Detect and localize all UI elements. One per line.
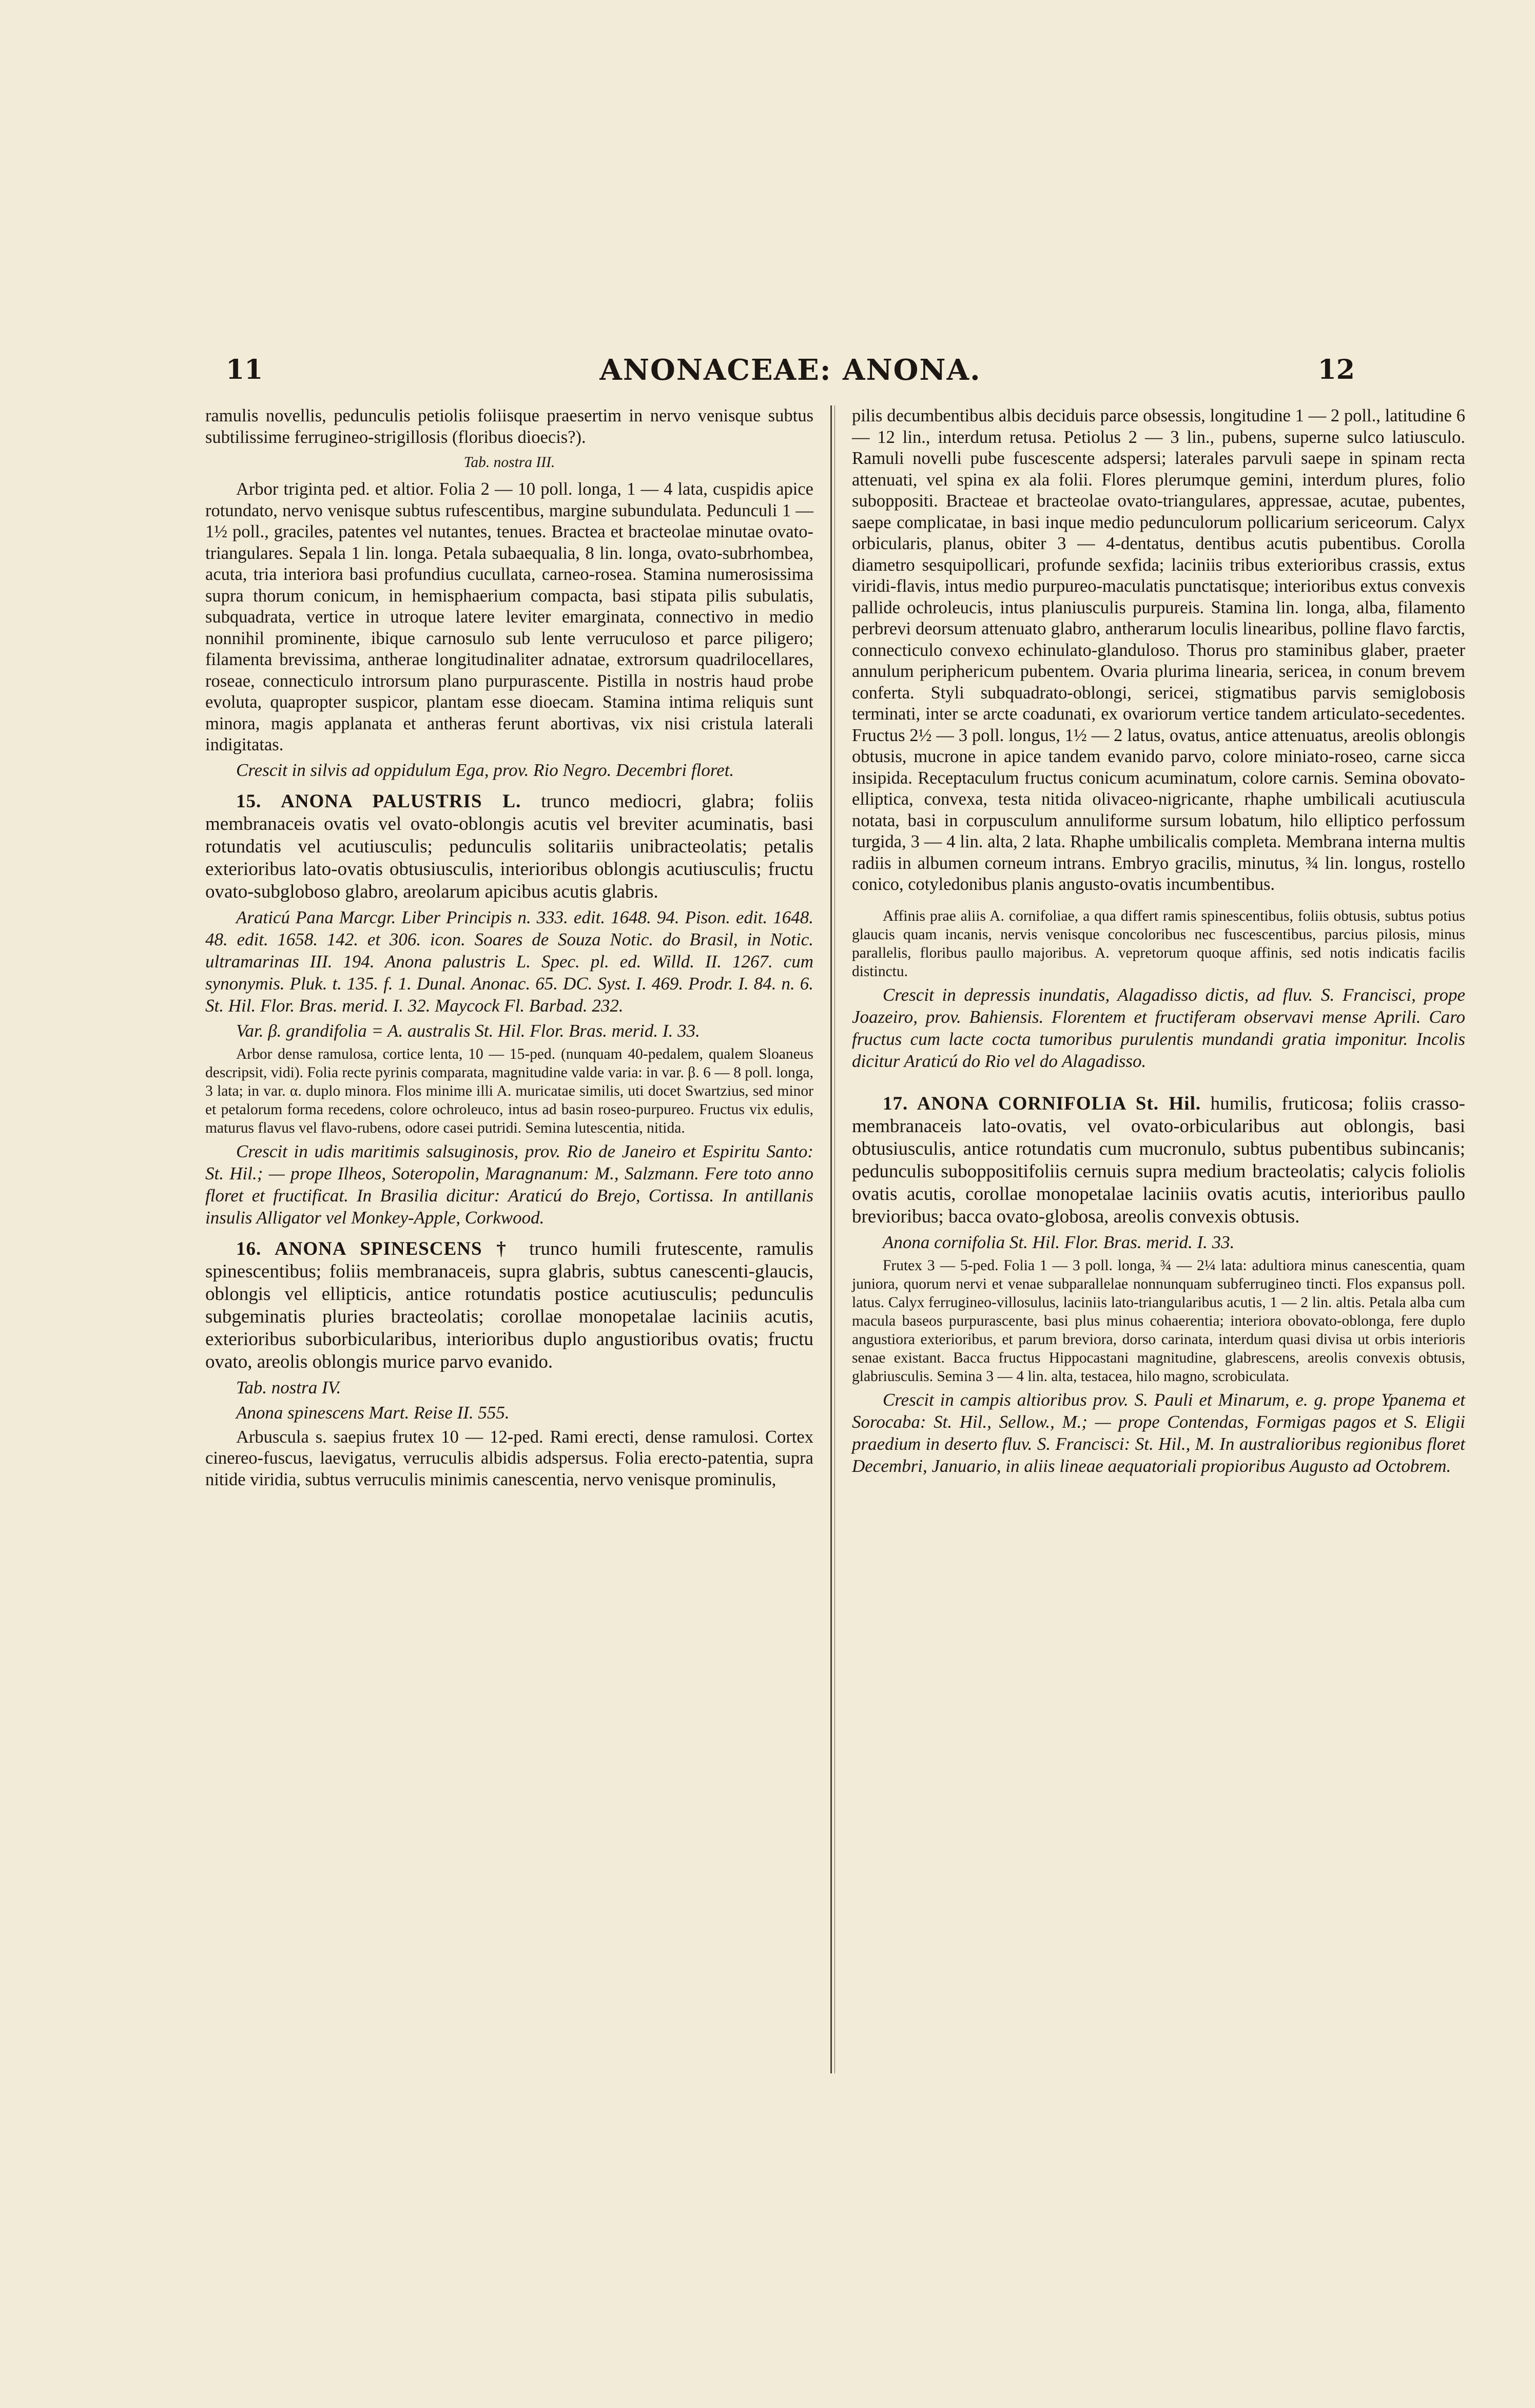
right-column (852, 405, 1465, 1480)
species-heading: 15. ANONA PALUSTRIS L. (236, 790, 521, 812)
running-title: ANONACEAE: ANONA. (599, 353, 981, 387)
spacer (852, 899, 1465, 907)
species-entry-17 (852, 1093, 1465, 1228)
variety: Var. β. grandifolia = A. australis St. Hil. Flor. Bras. merid. I. 33. (236, 1020, 700, 1041)
page-header (226, 349, 1355, 395)
habitat-note: Crescit in silvis ad oppidulum Ega, prov. Rio Negro. Decembri floret. (236, 760, 734, 780)
paragraph: pilis decumbentibus albis deciduis parce obsessis, longitudine 1 — 2 poll., latitudine 6 — 12 lin., interdum retusa. Petiolus 2 — 3 lin., pubens, superne sulco latiusculo. Ramuli novelli pube fuscescente adspersi; laterales parvuli saepe in spinam recta attenuati, vel spina ex ala folii. Flores plerumque gemini, interdum plures, folio suboppositi. Bracteae et bracteolae ovato-triangulares, appressae, acutae, pubentes, saepe complicatae, in basi inque medio pedunculorum pollicarium sericeorum. Calyx orbicularis, planus, obiter 3 — 4-dentatus, dentibus acutis pubentibus. Corolla diametro sesquipollicari, profunde sexfida; laciniis tribus exterioribus crassis, extus viridi-flavis, intus medio purpureo-maculatis punctatisque; interioribus extus convexis pallide ochroleucis, intus planiusculis purpureis. Stamina lin. longa, alba, filamento perbrevi deorsum attenuato glabro, antherarum loculis linearibus, polline flavo farctis, connecticulo convexo echinulato-glanduloso. Thorus pro staminibus glaber, praeter annulum periphericum pubentem. Ovaria plurima linearia, sericea, in conum brevem conferta. Styli subquadrato-oblongi, sericei, stigmatibus parvis semiglobosis terminati, inter se arcte coadunati, ex ovariorum vertice tandem articulato-secedentes. Fructus 2½ — 3 poll. longus, 1½ — 2 latus, ovatus, antice attenuatus, areolis oblongis obtusis, mucrone in apice tandem evanido parvo, colore miniato-roseo, carne sicca insipida. Receptaculum fructus conicum acuminatum, colore carnis. Semina obovato-elliptica, convexa, testa nitida olivaceo-nigricante, rhaphe umbilicali acutiuscula notata, basi in corpusculum annuliforme sursum lobatum, hilo elliptico perfossum turgida, 3 — 4 lin. alta, 2 lata. Rhaphe umbilicalis completa. Membrana interna multis radiis in albumen corneum intrans. Embryo gracilis, minutus, ¾ lin. longus, rostello conico, cotyledonibus planis angusto-ovatis incumbentibus. (852, 406, 1465, 894)
page-number-right: 12 (1317, 354, 1355, 385)
synonymy: Anona cornifolia St. Hil. Flor. Bras. merid. I. 33. (883, 1232, 1235, 1252)
habitat-note: Crescit in udis maritimis salsuginosis, prov. Rio de Janeiro et Espiritu Santo: St. Hil.; — prope Ilheos, Soteropolin, Maragnanum: M., Salzmann. Fere toto anno floret et fructificat. In Brasilia dicitur: Araticú do Brejo, Cortissa. In antillanis insulis Alligator vel Monkey-Apple, Corkwood. (205, 1141, 813, 1228)
species-diagnosis: trunco humili frutescente, ramulis spinescentibus; foliis membranaceis, supra glabris, subtus canescenti-glaucis, oblongis vel ellipticis, antice rotundatis postice acutiusculis; pedunculis subgeminatis pluries bracteolatis; corollae monopetalae laciniis acutis, exterioribus suborbicularibus, interioribus duplo angustioribus ovatis; fructu ovato, areolis oblongis murice parvo evanido. (205, 1238, 813, 1372)
species-entry-15 (205, 790, 813, 903)
species-diagnosis: humilis, fruticosa; foliis crasso-membranaceis lato-ovatis, vel ovato-orbicularibus aut oblongis, basi obtusiusculis, antice rotundatis cum mucronulo, subtus pubentibus subincanis; pedunculis suboppositifoliis cernuis supra medium bracteolatis; calycis foliolis ovatis acutis, corollae monopetalae laciniis ovatis acutis, interioribus paullo brevioribus; bacca ovato-globosa, areolis convexis obtusis. (852, 1093, 1466, 1227)
synonymy: Anona spinescens Mart. Reise II. 555. (236, 1402, 510, 1423)
habitat-note: Crescit in campis altioribus prov. S. Pauli et Minarum, e. g. prope Ypanema et Sorocaba: St. Hil., Sellow., M.; — prope Contendas, Formigas pagos et S. Eligii praedium in deserto fluv. S. Francisci: St. Hil., M. In australioribus regionibus floret Decembri, Januario, in aliis lineae aequatoriali propioribus Augusto ad Octobrem. (852, 1389, 1465, 1476)
habitat-note: Crescit in depressis inundatis, Alagadisso dictis, ad fluv. S. Francisci, prope Joazeiro, prov. Bahiensis. Florentem et fructiferam observavi mense Aprili. Caro fructus cum lacte cocta tumoribus purulentis mundandi gratia imponitur. Incolis dicitur Araticú do Rio vel do Alagadisso. (852, 984, 1465, 1071)
species-heading: 17. ANONA CORNIFOLIA St. Hil. (883, 1093, 1201, 1114)
synonymy: Araticú Pana Marcgr. Liber Principis n. 333. edit. 1648. 94. Pison. edit. 1648. 48. edit. 1658. 142. et 306. icon. Soares de Souza Notic. do Brasil, in Notic. ultramarinas III. 194. Anona palustris L. Spec. pl. ed. Willd. II. 1267. cum synonymis. Pluk. t. 135. f. 1. Dunal. Anonac. 65. DC. Syst. I. 469. Prodr. I. 84. n. 6. St. Hil. Flor. Bras. merid. I. 32. Maycock Fl. Barbad. 232. (205, 907, 813, 1016)
paragraph: Arbuscula s. saepius frutex 10 — 12-ped. Rami erecti, dense ramulosi. Cortex cinereo-fuscus, laevigatus, verruculis albidis adspersus. Folia erecto-patentia, supra nitide viridia, subtus verruculis minimis canescentia, nervo venisque prominulis, (205, 1427, 813, 1489)
species-entry-16 (205, 1238, 813, 1373)
species-diagnosis: trunco mediocri, glabra; foliis membranaceis ovatis vel ovato-oblongis acutis vel breviter acuminatis, basi rotundatis vel acutiusculis; pedunculis solitariis unibracteolatis; petalis exterioribus lato-ovatis obtusiusculis, interioribus oblongis acutiusculis; fructu ovato-subgloboso glabro, areolarum apicibus acutis glabris. (205, 790, 813, 902)
spacer (852, 1075, 1465, 1083)
paragraph: Arbor triginta ped. et altior. Folia 2 — 10 poll. longa, 1 — 4 lata, cuspidis apice rotundato, nervo venisque subtus rufescentibus, margine subundulata. Pedunculi 1 — 1½ poll., graciles, patentes vel nutantes, tenues. Bractea et bracteolae minutae ovato-triangulares. Sepala 1 lin. longa. Petala subaequalia, 8 lin. longa, ovato-subrhombea, acuta, tria interiora basi profundius cucullata, carneo-rosea. Stamina numerosissima supra thorum conicum, in hemisphaerium compacta, basi stipata pilis subulatis, subquadrata, vertice in utroque latere leviter emarginata, connectivo in medio nonnihil prominente, ibique carnosulo sub lente verruculoso et parce piligero; filamenta brevissima, antherae longitudinaliter adnatae, extrorsum quadrilocellares, roseae, connecticulo introrsum plano purpurascente. Pistilla in nostris haud probe evoluta, quapropter suspicor, plantam esse dioecam. Stamina intima reliquis sunt minora, magis applanata et antheras ferunt abortivas, vix nisi cristula laterali indigitatas. (205, 479, 813, 754)
affinity-note: Affinis prae aliis A. cornifoliae, a qua differt ramis spinescentibus, foliis obtusis, subtus potius glaucis quam incanis, nervis venisque concoloribus nec fuscescentibus, parcius pilosis, minus parallelis, floribus paullo majoribus. A. vepretorum quoque affinis, sed notis indicatis facilis distinctu. (852, 907, 1465, 980)
page-number-left: 11 (226, 354, 263, 385)
column-rule (830, 405, 832, 2073)
description-small: Arbor dense ramulosa, cortice lenta, 10 — 15-ped. (nunquam 40-pedalem, qualem Sloaneus descripsit, vidi). Folia recte pyrinis comparata, magnitudine valde varia: in var. β. 6 — 8 poll. longa, 3 lata; in var. α. duplo minora. Flos minime illi A. muricatae similis, uti docet Swartzius, sed minor et petalorum forma recedens, colore ochroleuco, intus ad basin roseo-purpureo. Fructus vix edulis, maturus flavus vel flavo-rubens, odore casei putridi. Semina lutescentia, nitida. (205, 1045, 813, 1136)
species-heading: 16. ANONA SPINESCENS † (236, 1238, 516, 1259)
paragraph: ramulis novellis, pedunculis petiolis foliisque praesertim in nervo venisque subtus subtilissime ferrugineo-strigillosis (floribus dioecis?). (205, 406, 813, 447)
left-column (205, 405, 813, 1493)
description-small: Frutex 3 — 5-ped. Folia 1 — 3 poll. longa, ¾ — 2¼ lata: adultiora minus canescentia, quam juniora, quorum nervi et venae subparallelae nonnunquam subferrugineo tincti. Flos expansus poll. latus. Calyx ferrugineo-villosulus, laciniis lato-triangularibus acutis, 1 — 2 lin. altis. Petala alba cum macula baseos purpurascente, basi plus minus cohaerentia; interiora obovato-oblonga, fere duplo angustiora exterioribus, et parum breviora, dorso carinata, interdum quasi divisa ut orbis interioris senae existant. Bacca fructus Hippocastani magnitudine, glabrescens, areolis convexis obtusis, glabriusculis. Semina 3 — 4 lin. alta, testacea, hilo magno, scrobiculata. (852, 1257, 1465, 1385)
plate-reference: Tab. nostra IV. (236, 1377, 341, 1397)
column-rule-inner (834, 405, 835, 2073)
plate-reference: Tab. nostra III. (463, 454, 555, 471)
